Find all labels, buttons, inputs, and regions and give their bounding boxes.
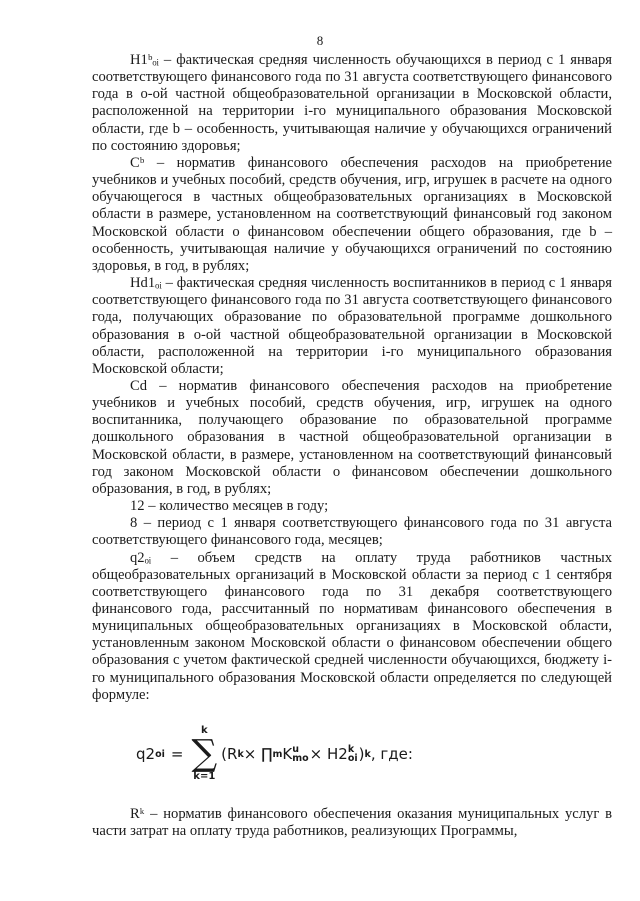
formula-close-sub: k <box>364 748 371 760</box>
formula-h-indices <box>348 745 358 764</box>
formula-product: × ∏ <box>243 745 273 763</box>
paragraph-cb: Сᵇ – норматив финансового обеспечения расходов на приобретение учебников и учебных пособий, средств обучения, игр, игрушек в расчете на одного обучающегося в частных общеобразовательных организациях в Московской области в размере, установленном на соответствующий финансовый год законом Московской области о финансовом обеспечении общего образования, где b – особенность, учитывающая наличие у обучающихся ограничений по состоянию здоровья, в год, в рублях; <box>92 154 612 274</box>
formula-h-sup: k <box>347 743 355 755</box>
formula-sum <box>191 726 217 782</box>
paragraph-period: 8 – период с 1 января соответствующего финансового года по 31 августа соответствующего финансового года, месяцев; <box>92 515 612 549</box>
paragraph-cd: Cd – норматив финансового обеспечения расходов на приобретение учебников и учебных пособий, средств обучения, игр, игрушек на одного воспитанника, получающего образование по образовательной программе дошкольного образования в частной общеобразовательной организации в Московской области, в размере, установленном на соответствующий финансовый год законом Московской области о финансовом обеспечении дошкольного образования, в год, в рублях; <box>92 377 612 497</box>
paragraph-rk: Rᵏ – норматив финансового обеспечения оказания муниципальных услуг в части затрат на оплату труда работников, реализующих Программы, <box>92 806 612 840</box>
sum-lower-limit: k=1 <box>193 771 216 782</box>
formula-k-indices <box>292 745 308 764</box>
document-tail <box>92 806 612 840</box>
formula-k-sub: mo <box>292 753 309 764</box>
formula-r-sup: k <box>237 748 244 760</box>
formula-k: K <box>282 745 293 763</box>
formula-equals: = <box>170 745 184 763</box>
formula-h-sub: oi <box>347 753 358 764</box>
formula-tail: , где: <box>370 745 413 763</box>
sum-sign: ∑ <box>191 733 218 774</box>
formula-open-r: (R <box>221 745 238 763</box>
page-number: 8 <box>316 33 324 48</box>
formula-h2: × H2 <box>309 745 348 763</box>
sum-upper-limit: k <box>200 725 208 736</box>
paragraph-hd1: Hd1ₒᵢ – фактическая средняя численность воспитанников в период с 1 января соответствующего финансового года по 31 августа соответствующего финансового года, получающих образование по образовательной программе дошкольного образования в о-ой частной общеобразовательной организации в Московской области, расположенной на территории i-го муниципального образования Московской области; <box>92 275 612 377</box>
formula-lhs: q2 <box>136 745 156 763</box>
paragraph-q2: q2ₒᵢ – объем средств на оплату труда работников частных общеобразовательных организаций в Московской области за период с 1 сентября соответствующего финансового года по 31 декабря соответствующего финансового года, рассчитанный по нормативам финансового обеспечения в муниципальных общеобразовательных организациях в Московской области, установленным законом Московской области о финансовом обеспечении общего образования с учетом фактической средней численности обучающихся, бюджету i-го муниципального образования Московской области определяется по следующей формуле: <box>92 549 612 703</box>
formula-lhs-sub: oi <box>155 748 165 760</box>
paragraph-months: 12 – количество месяцев в году; <box>130 498 329 515</box>
paragraph-h1: H1ᵇₒᵢ – фактическая средняя численность обучающихся в период с 1 января соответствующего финансового года по 31 августа соответствующего финансового года в о-ой частной общеобразовательной организации в Московской области, расположенной на территории i-го муниципального образования Московской области, где b – особенность, учитывающая наличие у обучающихся ограничений по состоянию здоровья; <box>92 52 612 154</box>
formula-close: ) <box>358 745 365 763</box>
formula-prod-sub: m <box>272 748 283 760</box>
document-body <box>92 52 612 704</box>
formula-k-sup: u <box>292 743 299 755</box>
formula-q2 <box>136 726 413 782</box>
